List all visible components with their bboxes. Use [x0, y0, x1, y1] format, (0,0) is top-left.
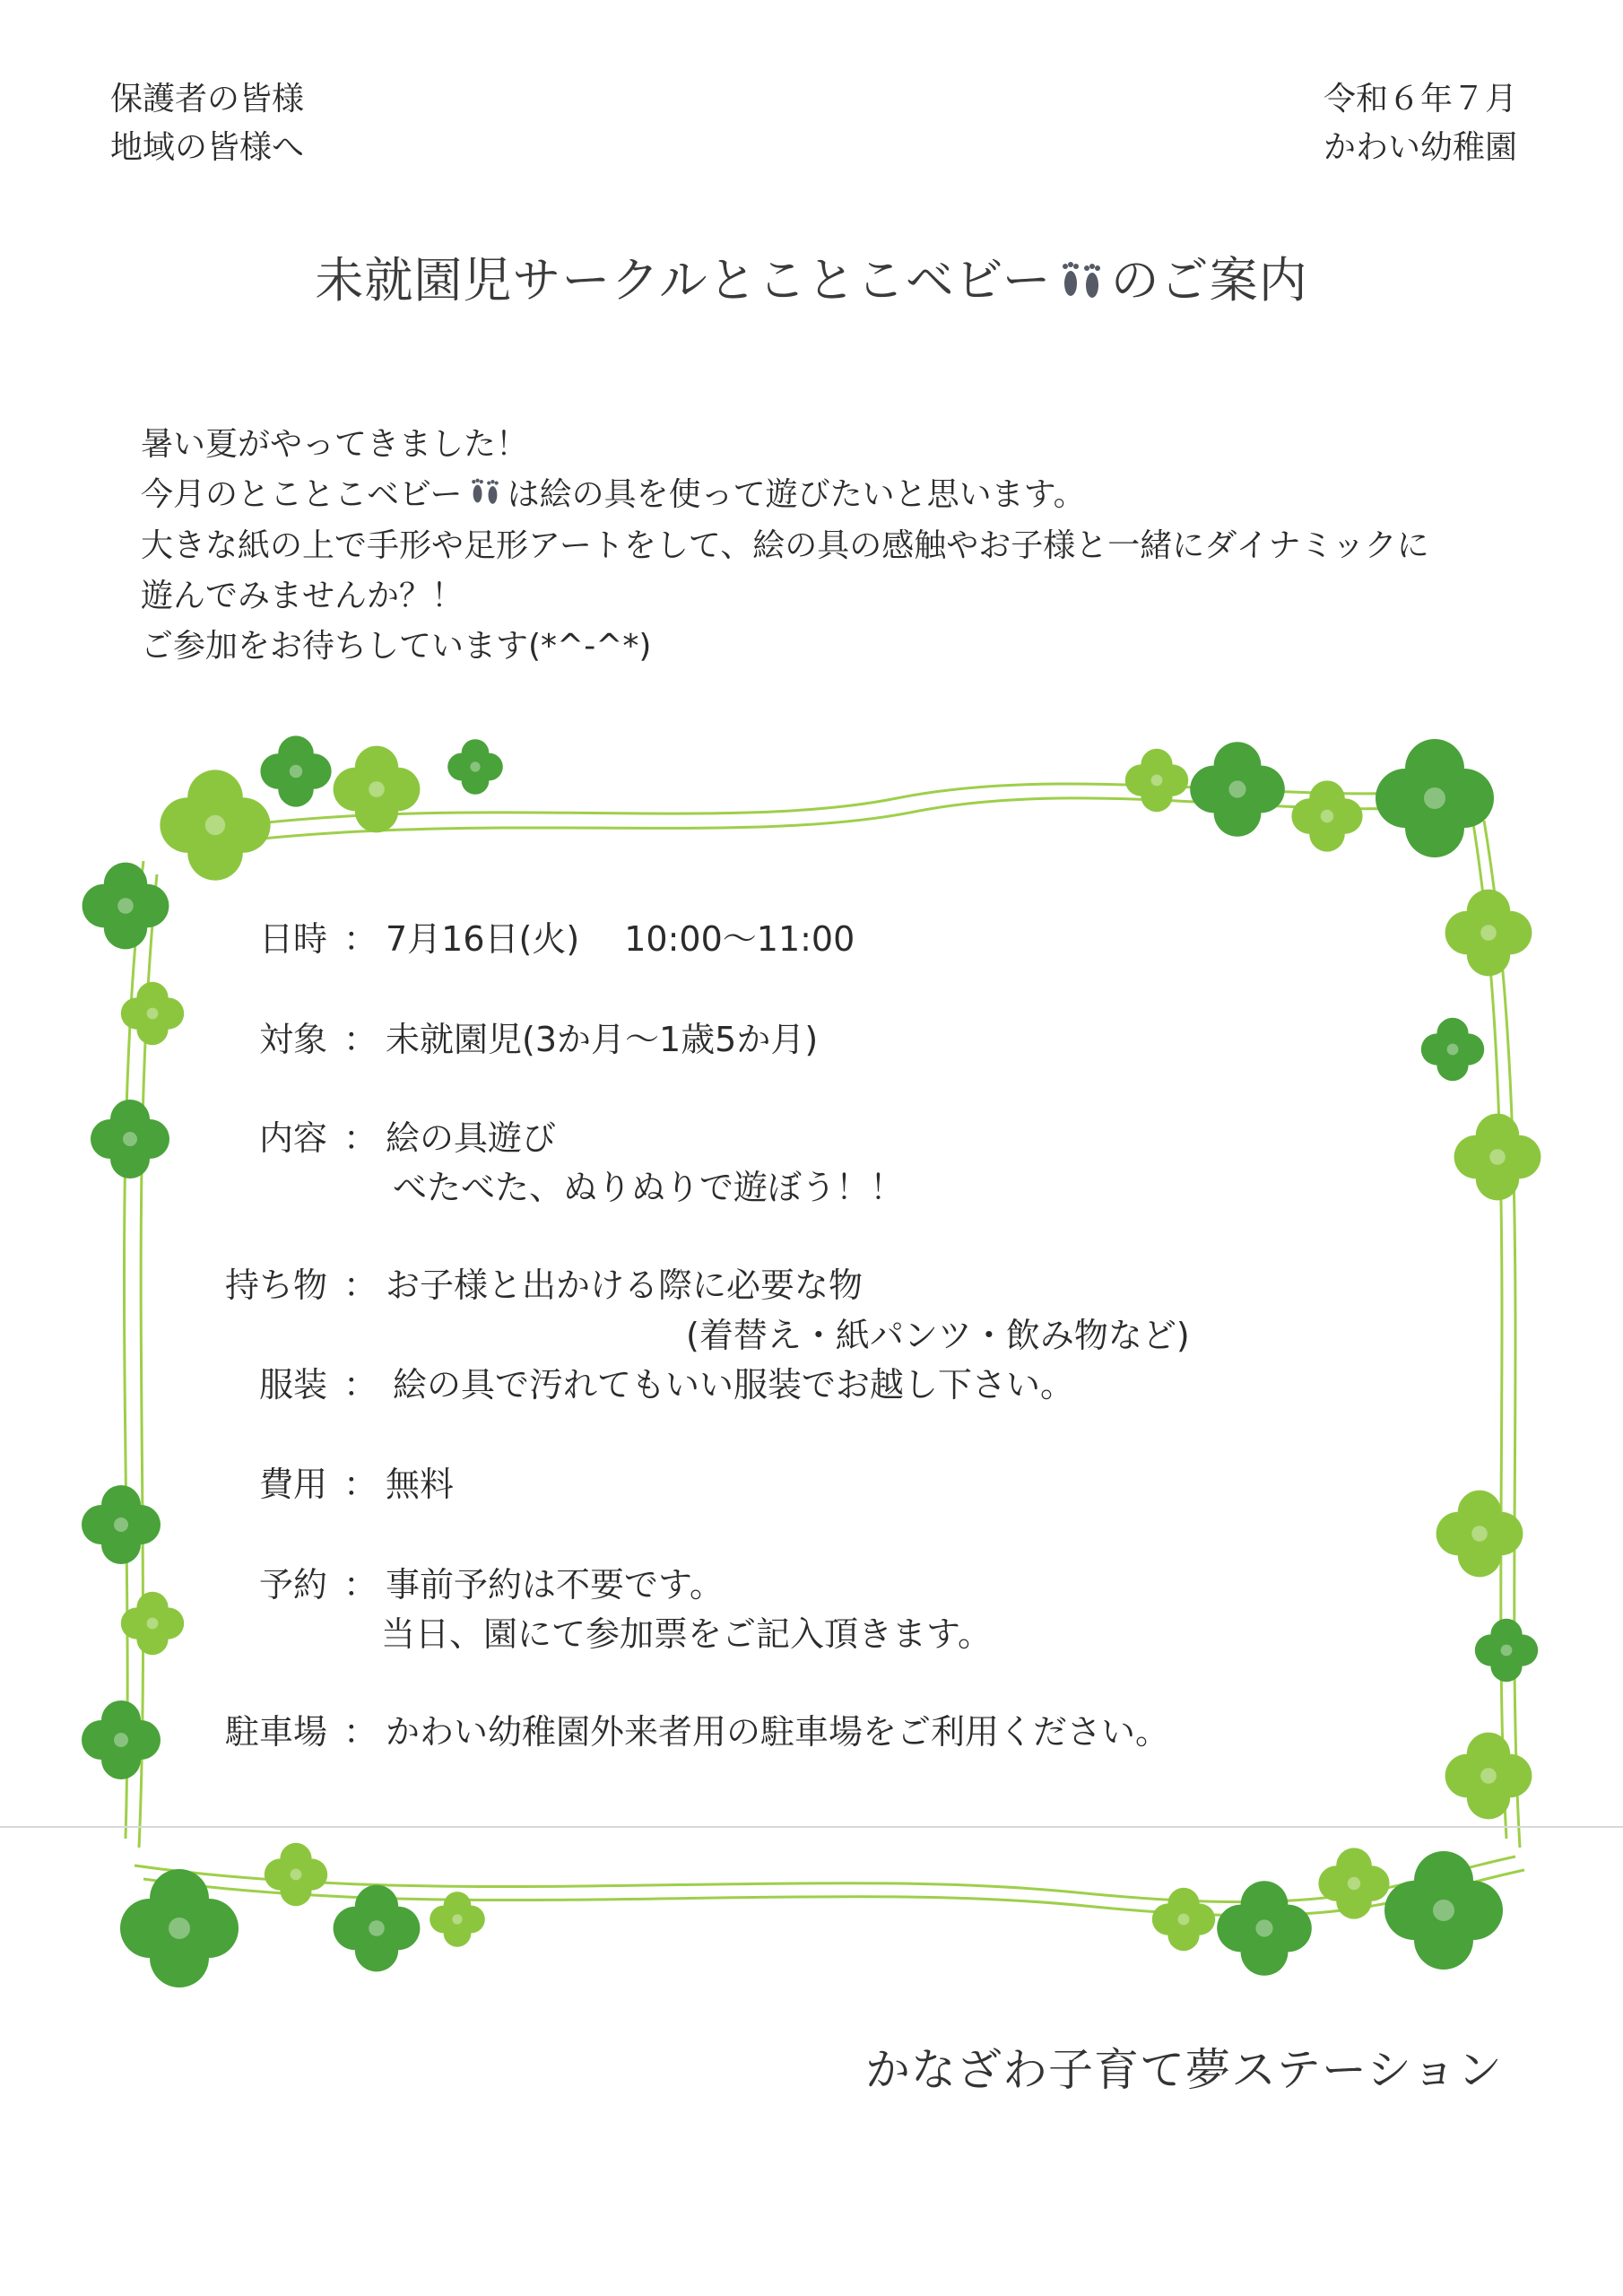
divider [0, 1826, 1623, 1828]
intro-line-5: ご参加をお待ちしています(*^-^*) [141, 628, 652, 665]
detail-label: 持ち物 [224, 1265, 327, 1305]
issue-date: 令和６年７月 [1323, 81, 1517, 117]
detail-value: お子様と出かける際に必要な物 [386, 1265, 864, 1305]
detail-value: 未就園児(3か月～1歳5か月) [386, 1020, 819, 1059]
detail-value: 事前予約は不要です。 [386, 1565, 724, 1605]
intro-line-2-end: は絵の具を使って遊びたいと思います。 [507, 476, 1086, 513]
title-text: 未就園児サークルとことこベビー [315, 252, 1052, 309]
detail-label: 予約 [258, 1565, 327, 1605]
issuer-name: かわい幼稚園 [1323, 129, 1517, 166]
title-text-end: のご案内 [1110, 252, 1308, 309]
detail-value: かわい幼稚園外来者用の駐車場をご利用ください。 [386, 1712, 1170, 1752]
detail-colon: ： [343, 1265, 378, 1305]
detail-label: 内容 [258, 1118, 327, 1158]
detail-colon: ： [343, 1118, 378, 1158]
detail-label: 費用 [258, 1465, 327, 1504]
detail-colon: ： [343, 1565, 378, 1605]
detail-label: 服装 [258, 1365, 327, 1405]
detail-colon: ： [343, 919, 378, 959]
detail-colon: ： [343, 1465, 378, 1504]
detail-colon: ： [343, 1712, 378, 1752]
intro-line-1: 暑い夏がやってきました！ [141, 426, 529, 463]
intro-line-2-start: 今月のとことこベビー [141, 476, 463, 513]
detail-colon: ： [343, 1365, 378, 1405]
addressee-line-1: 保護者の皆様 [110, 81, 305, 117]
intro-line-3: 大きな紙の上で手形や足形アートをして、絵の具の感触やお子様と一緒にダイナミックに [141, 527, 1429, 564]
detail-value: べたべた、ぬりぬりで遊ぼう！！ [393, 1168, 905, 1207]
detail-value: (着替え・紙パンツ・飲み物など) [686, 1316, 1190, 1355]
detail-label: 駐車場 [224, 1712, 327, 1752]
organization-name: かなざわ子育て夢ステーション [865, 2044, 1503, 2096]
detail-value: 7月16日(火) 10:00～11:00 [386, 919, 855, 959]
detail-label: 対象 [258, 1020, 327, 1059]
detail-colon: ： [343, 1020, 378, 1059]
detail-value: 絵の具遊び [386, 1118, 557, 1158]
detail-value: 絵の具で汚れてもいい服装でお越し下さい。 [393, 1365, 1075, 1405]
addressee-line-2: 地域の皆様へ [110, 129, 305, 166]
intro-line-4: 遊んでみませんか？！ [141, 578, 464, 614]
detail-label: 日時 [258, 919, 327, 959]
detail-value: 無料 [386, 1465, 455, 1504]
detail-value: 当日、園にて参加票をご記入頂きます。 [381, 1614, 992, 1654]
